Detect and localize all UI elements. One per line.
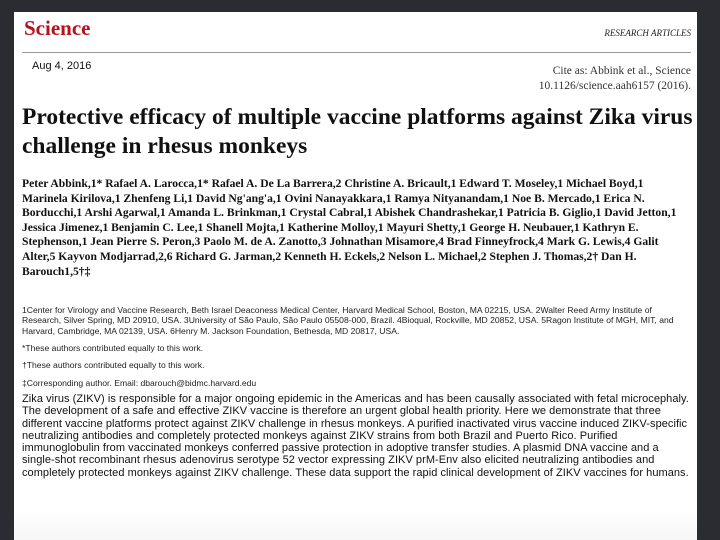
citation-block — [539, 64, 691, 94]
publication-date: Aug 4, 2016 — [32, 60, 92, 72]
slide-frame-top — [0, 0, 720, 12]
section-label: RESEARCH ARTICLES — [604, 28, 691, 38]
equal-contribution-note-1: *These authors contributed equally to this work. — [22, 343, 204, 353]
affiliations: 1Center for Virology and Vaccine Research, Beth Israel Deaconess Medical Center, Harvard Medical School, Boston, MA 02215, USA. 2Walter Reed Army Institute of Research, Silver Spring, MD 20910, USA. 3University of São Paulo, São Paulo 05508-000, Brazil. 4Bioqual, Rockville, MD 20852, USA. 5Ragon Institute of MGH, MIT, and Harvard, Cambridge, MA 02139, USA. 6Henry M. Jackson Foundation, Bethesda, MD 20817, USA. — [22, 305, 674, 336]
header-divider — [22, 52, 691, 53]
corresponding-author-note: ‡Corresponding author. Email: dbarouch@bidmc.harvard.edu — [22, 378, 257, 388]
paper-title: Protective efficacy of multiple vaccine platforms against Zika virus challenge in rhesus monkeys — [22, 104, 693, 159]
slide-frame-right — [697, 0, 720, 540]
equal-contribution-note-2: †These authors contributed equally to this work. — [22, 360, 205, 370]
journal-logo: Science — [24, 16, 91, 40]
abstract-text: Zika virus (ZIKV) is responsible for a major ongoing epidemic in the Americas and has been causally associated with fetal microcephaly. The development of a safe and effective ZIKV vaccine is therefore an urgent global health priority. Here we demonstrate that three different vaccine platforms protect against ZIKV challenge in rhesus monkeys. A purified inactivated virus vaccine induced ZIKV-specific neutralizing antibodies and completely protected monkeys against ZIKV strains from both Brazil and Puerto Rico. Purified immunoglobulin from vaccinated monkeys conferred passive protection in adoptive transfer studies. A plasmid DNA vaccine and a single-shot recombinant rhesus adenovirus serotype 52 vector expressing ZIKV prM-Env also elicited neutralizing antibodies and completely protected monkeys against ZIKV challenge. These data support the rapid clinical development of ZIKV vaccines for humans. — [22, 393, 689, 479]
paper-page — [14, 12, 697, 540]
citation-line-1: Cite as: Abbink et al., Science — [552, 65, 691, 77]
slide-frame-left — [0, 0, 14, 540]
citation-doi: 10.1126/science.aah6157 (2016). — [538, 80, 691, 92]
author-list: Peter Abbink,1* Rafael A. Larocca,1* Rafael A. De La Barrera,2 Christine A. Bricault,1 Edward T. Moseley,1 Michael Boyd,1 Marinela Kirilova,1 Zhenfeng Li,1 David Ng'ang'a,1 Ovini Nanayakkara,1 Ramya Nityanandam,1 Noe B. Mercado,1 Erica N. Borducchi,1 Arshi Agarwal,1 Amanda L. Brinkman,1 Crystal Cabral,1 Abishek Chandrashekar,1 Patricia B. Giglio,1 David Jetton,1 Jessica Jimenez,1 Benjamin C. Lee,1 Shanell Mojta,1 Katherine Molloy,1 Mayuri Shetty,1 George H. Neubauer,1 Kathryn E. Stephenson,1 Jean Pierre S. Peron,3 Paolo M. de A. Zanotto,3 Johnathan Misamore,4 Brad Finneyfrock,4 Mark G. Lewis,4 Galit Alter,5 Kayvon Modjarrad,2,6 Richard G. Jarman,2 Kenneth H. Eckels,2 Nelson L. Michael,2 Stephen J. Thomas,2† Dan H. Barouch1,5†‡ — [22, 177, 677, 278]
page-bottom-fade — [14, 510, 697, 540]
